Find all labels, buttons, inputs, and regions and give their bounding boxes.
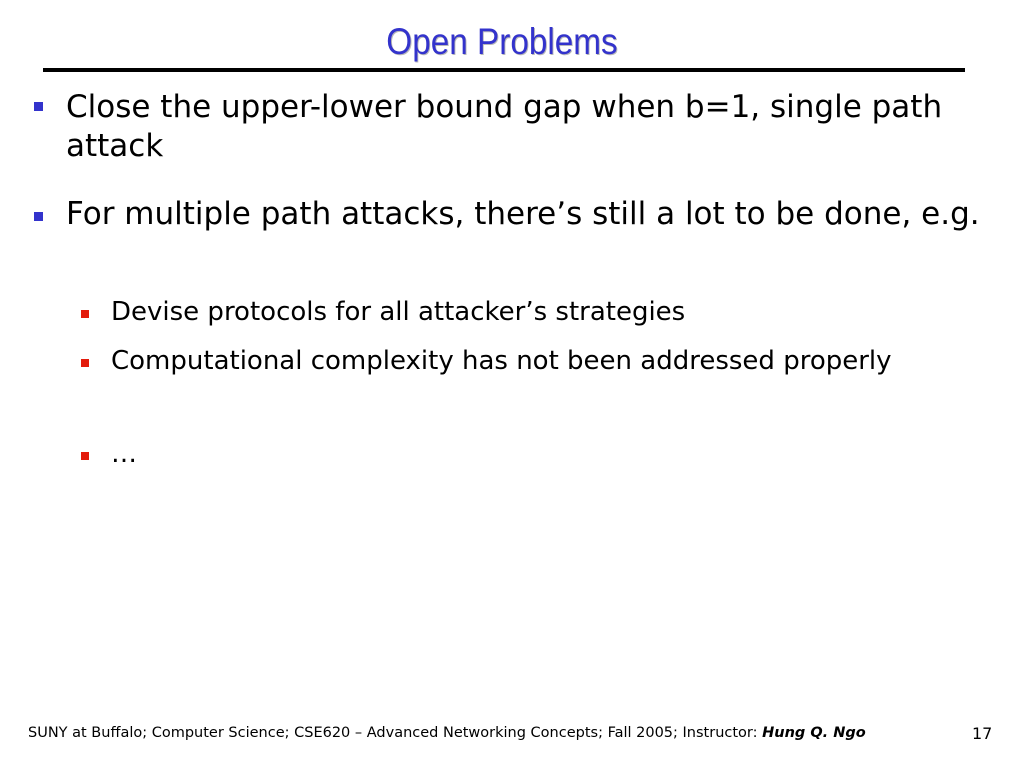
bullet-square-icon (34, 102, 43, 111)
sub-bullet-square-icon (81, 452, 89, 460)
bullet-item: For multiple path attacks, there’s still a lot to be done, e.g. (66, 196, 980, 232)
sub-bullet-square-icon (81, 359, 89, 367)
sub-bullet-item: … (111, 439, 137, 469)
sub-bullet-item: Computational complexity has not been addressed properly (111, 346, 892, 376)
footer-text: SUNY at Buffalo; Computer Science; CSE620 – Advanced Networking Concepts; Fall 2005; Instructor: (28, 725, 763, 741)
sub-bullet-square-icon (81, 310, 89, 318)
page-number: 17 (972, 724, 993, 743)
slide-title: Open Problems (386, 21, 618, 62)
sub-bullet-item: Devise protocols for all attacker’s strategies (111, 297, 686, 327)
bullet-square-icon (34, 212, 43, 221)
footer (28, 725, 866, 741)
footer-author: Hung Q. Ngo (762, 725, 866, 741)
title-underline (43, 68, 965, 72)
bullet-item: Close the upper-lower bound gap when b=1, single path attack (66, 89, 943, 164)
